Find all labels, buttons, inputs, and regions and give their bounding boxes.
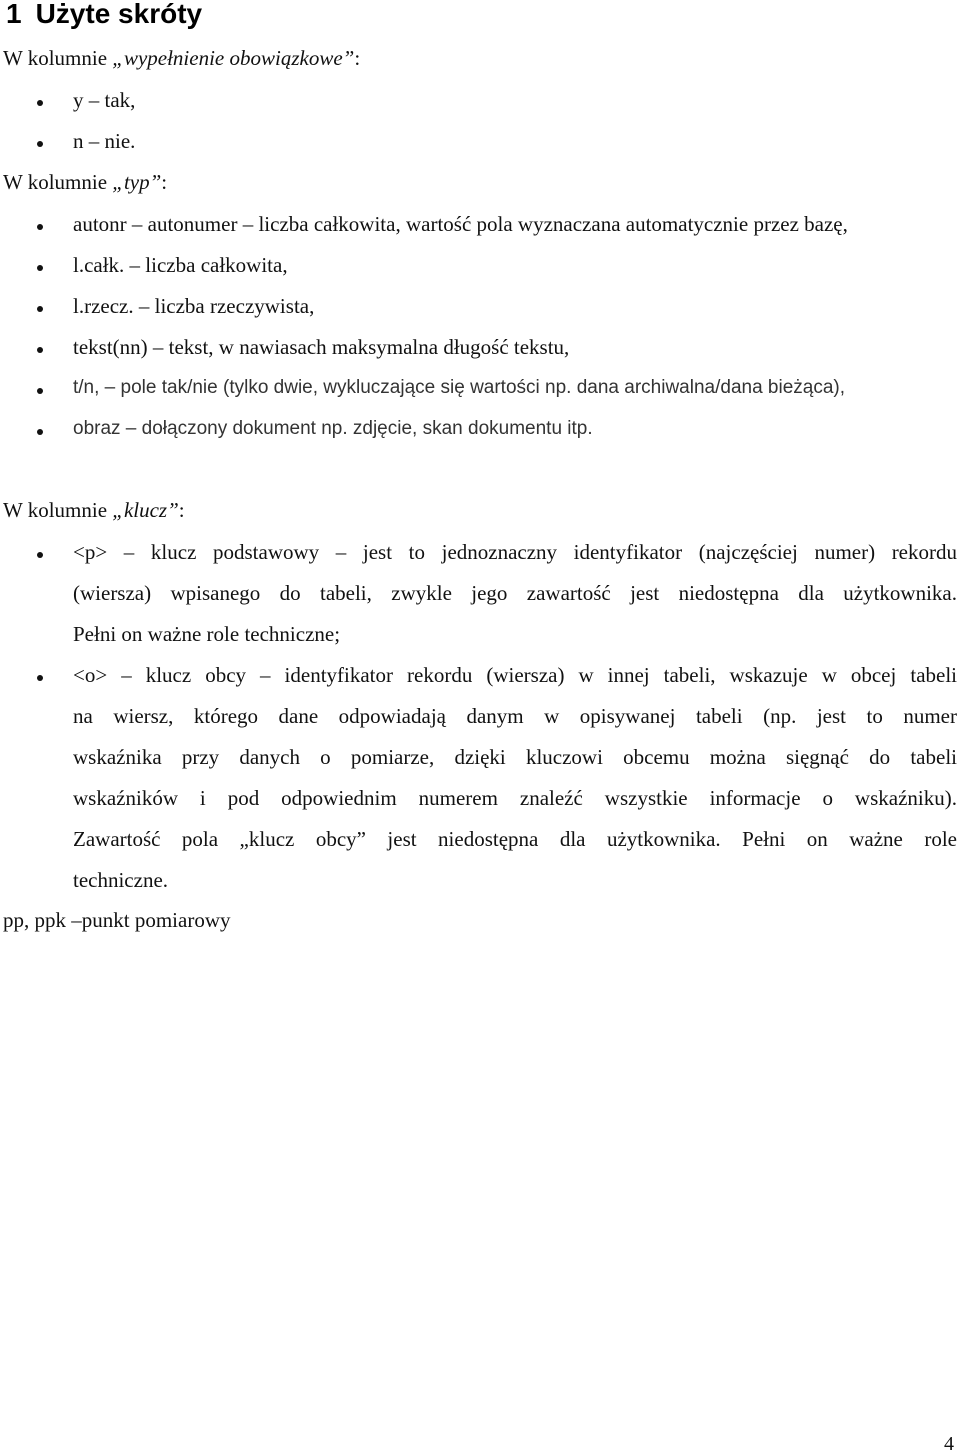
intro-required: W kolumnie „wypełnienie obowiązkowe”: — [3, 46, 361, 70]
list-item-type-lrzecz: l.rzecz. – liczba rzeczywista, — [73, 294, 315, 318]
bullet-icon — [37, 141, 43, 147]
foreign-key-line-5: Zawartość pola „klucz obcy” jest niedostępna dla użytkownika. Pełni on ważne role — [73, 827, 957, 851]
primary-key-line-3: Pełni on ważne role techniczne; — [73, 622, 341, 646]
bullet-icon — [37, 552, 43, 558]
list-item-required-y: y – tak, — [73, 88, 136, 112]
list-item-required-n: n – nie. — [73, 129, 136, 153]
primary-key-line-2: (wiersza) wpisanego do tabeli, zwykle jego zawartość jest niedostępna dla użytkownika. — [73, 581, 957, 605]
foreign-key-line-1: <o> – klucz obcy – identyfikator rekordu (wiersza) w innej tabeli, wskazuje w obcej tabeli — [73, 663, 957, 687]
primary-key-line-1: <p> – klucz podstawowy – jest to jednoznaczny identyfikator (najczęściej numer) rekordu — [73, 540, 957, 564]
bullet-icon — [37, 675, 43, 681]
foreign-key-line-2: na wiersz, którego dane odpowiadają danym w opisywanej tabeli (np. jest to numer — [73, 704, 957, 728]
foreign-key-line-6: techniczne. — [73, 868, 169, 892]
bullet-icon — [37, 224, 43, 230]
heading-title: Użyte skróty — [35, 0, 203, 29]
heading-number: 1 — [6, 0, 22, 29]
list-item-type-tn: t/n, – pole tak/nie (tylko dwie, wykluczające się wartości np. dana archiwalna/dana bieżąca), — [73, 377, 846, 398]
bullet-icon — [37, 388, 43, 394]
bullet-icon — [37, 100, 43, 106]
bullet-icon — [37, 347, 43, 353]
term-key: „klucz” — [112, 498, 179, 522]
term-required: „wypełnienie obowiązkowe” — [112, 46, 355, 70]
bullet-icon — [37, 429, 43, 435]
intro-key: W kolumnie „klucz”: — [3, 498, 185, 522]
foreign-key-line-3: wskaźnika przy danych o pomiarze, dzięki kluczowi obcemu można sięgnąć do tabeli — [73, 745, 957, 769]
list-item-type-obraz: obraz – dołączony dokument np. zdjęcie, skan dokumentu itp. — [73, 418, 593, 439]
list-item-type-tekst: tekst(nn) – tekst, w nawiasach maksymalna długość tekstu, — [73, 335, 570, 359]
page-number: 4 — [944, 1433, 954, 1455]
abbreviation-pp-note: pp, ppk –punkt pomiarowy — [3, 908, 231, 932]
term-type: „typ” — [112, 170, 162, 194]
bullet-icon — [37, 265, 43, 271]
bullet-icon — [37, 306, 43, 312]
foreign-key-line-4: wskaźników i pod odpowiednim numerem znaleźć wszystkie informacje o wskaźniku). — [73, 786, 957, 810]
list-item-type-autonr: autonr – autonumer – liczba całkowita, wartość pola wyznaczana automatycznie przez bazę, — [73, 212, 848, 236]
list-item-type-lcalk: l.całk. – liczba całkowita, — [73, 253, 288, 277]
intro-type: W kolumnie „typ”: — [3, 170, 168, 194]
page-heading — [6, 0, 202, 34]
